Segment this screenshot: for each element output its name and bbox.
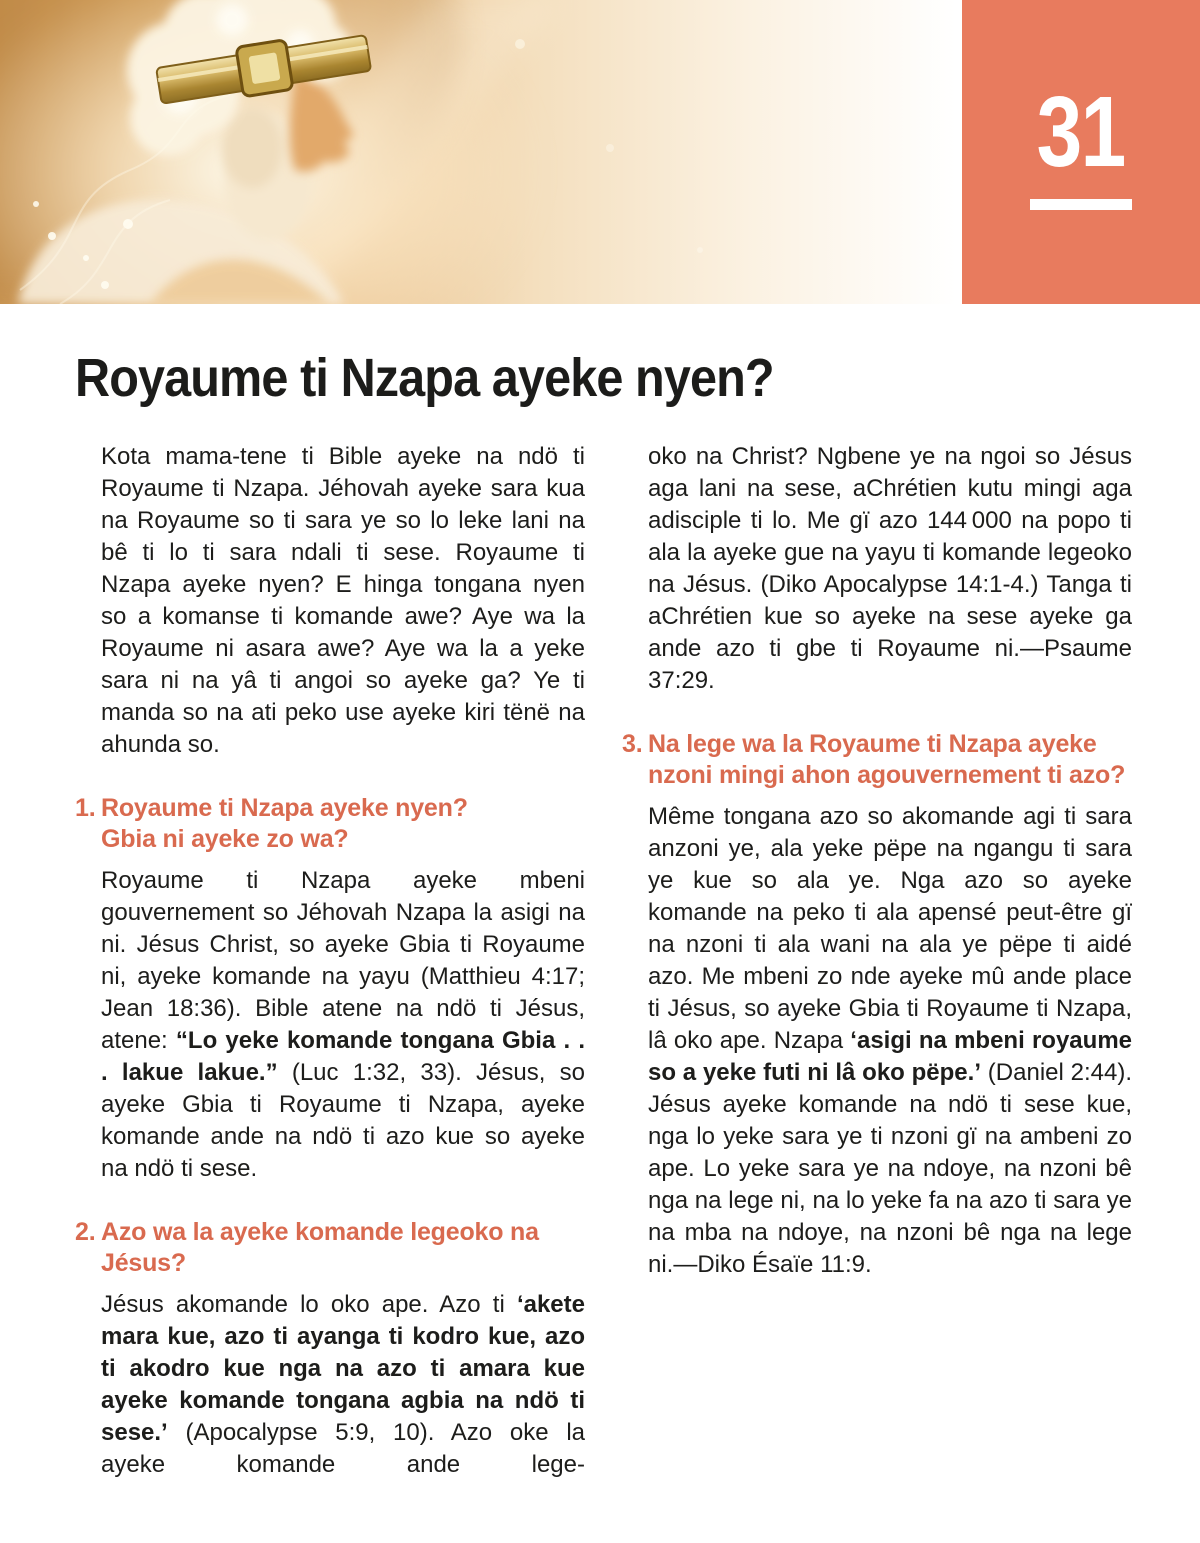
- section-1-paragraph: Royaume ti Nzapa ayeke mbeni gouvernement so Jéhovah Nzapa la asigi na ni. Jésus Christ, so ayeke Gbia ti Royaume ni, ayeke komande na yayu (Matthieu 4:17; Jean 18:36). Bible atene na ndö ti Jésus, atene: “Lo yeke komande tongana Gbia . . . lakue lakue.” (Luc 1:32, 33). Jésus, so ayeke Gbia ti Royaume ti Nzapa, ayeke komande ande na ndö ti azo kue so ayeke na ndö ti sese.: [101, 867, 585, 1183]
- section-2-number: 2.: [75, 1218, 96, 1247]
- section-3-number: 3.: [622, 730, 643, 759]
- section-2-heading-text: Azo wa la ayeke komande legeoko na Jésus?: [101, 1218, 539, 1278]
- section-3-heading-text: Na lege wa la Royaume ti Nzapa ayeke nzoni mingi ahon agouvernement ti azo?: [648, 730, 1126, 790]
- page-title: Royaume ti Nzapa ayeke nyen?: [75, 348, 774, 408]
- article-columns: [75, 441, 1200, 1481]
- section-1-number: 1.: [75, 794, 96, 823]
- king-illustration: [0, 0, 956, 304]
- chapter-underline: [1030, 199, 1132, 210]
- section-2-paragraph: Jésus akomande lo oko ape. Azo ti ‘akete mara kue, azo ti ayanga ti kodro kue, azo ti akodro kue nga na azo ti amara kue ayeke komande tongana agbia na ndö ti sese.’ (Apocalypse 5:9, 10). Azo oke la ayeke komande ande lege-: [101, 1291, 585, 1479]
- section-3-paragraph: Même tongana azo so akomande agi ti sara anzoni ye, ala yeke pëpe na ngangu ti sara ye kue so ala ye. Nga azo so ayeke komande na peko ti ala apensé peut-être gï na nzoni ti ala wani na ala ye pëpe ti aidé azo. Me mbeni zo nde ayeke mû ande place ti Jésus, so ayeke Gbia ti Royaume ti Nzapa, lâ oko ape. Nzapa ‘asigi na mbeni royaume so a yeke futi ni lâ oko pëpe.’ (Daniel 2:44). Jésus ayeke komande na ndö ti sese kue, nga lo yeke sara ye ti nzoni gï na ambeni zo ape. Lo yeke sara ye na ndoye, na nzoni bê nga na lege ni, na lo yeke fa na azo ti sara ye na mba na ndoye, na nzoni bê nga na lege ni.—Diko Ésaïe 11:9.: [648, 803, 1133, 1279]
- intro-paragraph: Kota mama-tene ti Bible ayeke na ndö ti Royaume ti Nzapa. Jéhovah ayeke sara kua na Royaume so ti sara ye so lo leke lani na bê ti lo ti sara ndali ti sese. Royaume ti Nzapa ayeke nyen? E hinga tongana nyen so a komanse ti komande awe? Aye wa la Royaume ni asara awe? Aye wa la a yeke sara ni na yâ ti angoi so ayeke ga? Ye ti manda so na ati peko use ayeke kiri tënë na ahunda so.: [101, 443, 585, 759]
- column-right: [622, 441, 1132, 1481]
- section-2-continuation: oko na Christ? Ngbene ye na ngoi so Jésus aga lani na sese, aChrétien kutu mingi aga adisciple ti lo. Me gï azo 144 000 na popo ti ala la ayeke gue na yayu ti komande legeoko na Jésus. (Diko Apocalypse 14:1-4.) Tanga ti aChrétien kue so ayeke na sese ayeke ga ande azo ti gbe ti Royaume ni.—Psaume 37:29.: [648, 443, 1132, 695]
- section-3-heading: [622, 729, 1132, 791]
- chapter-banner: [0, 0, 1200, 304]
- chapter-number-badge: [962, 0, 1200, 304]
- column-left: [75, 441, 585, 1481]
- section-2-heading: [75, 1217, 585, 1279]
- chapter-number: 31: [1037, 76, 1125, 188]
- king-illustration-svg: [0, 0, 956, 304]
- article: [0, 350, 1200, 1481]
- section-1-heading: [75, 793, 585, 855]
- section-1-heading-text: Royaume ti Nzapa ayeke nyen? Gbia ni ayeke zo wa?: [101, 794, 468, 854]
